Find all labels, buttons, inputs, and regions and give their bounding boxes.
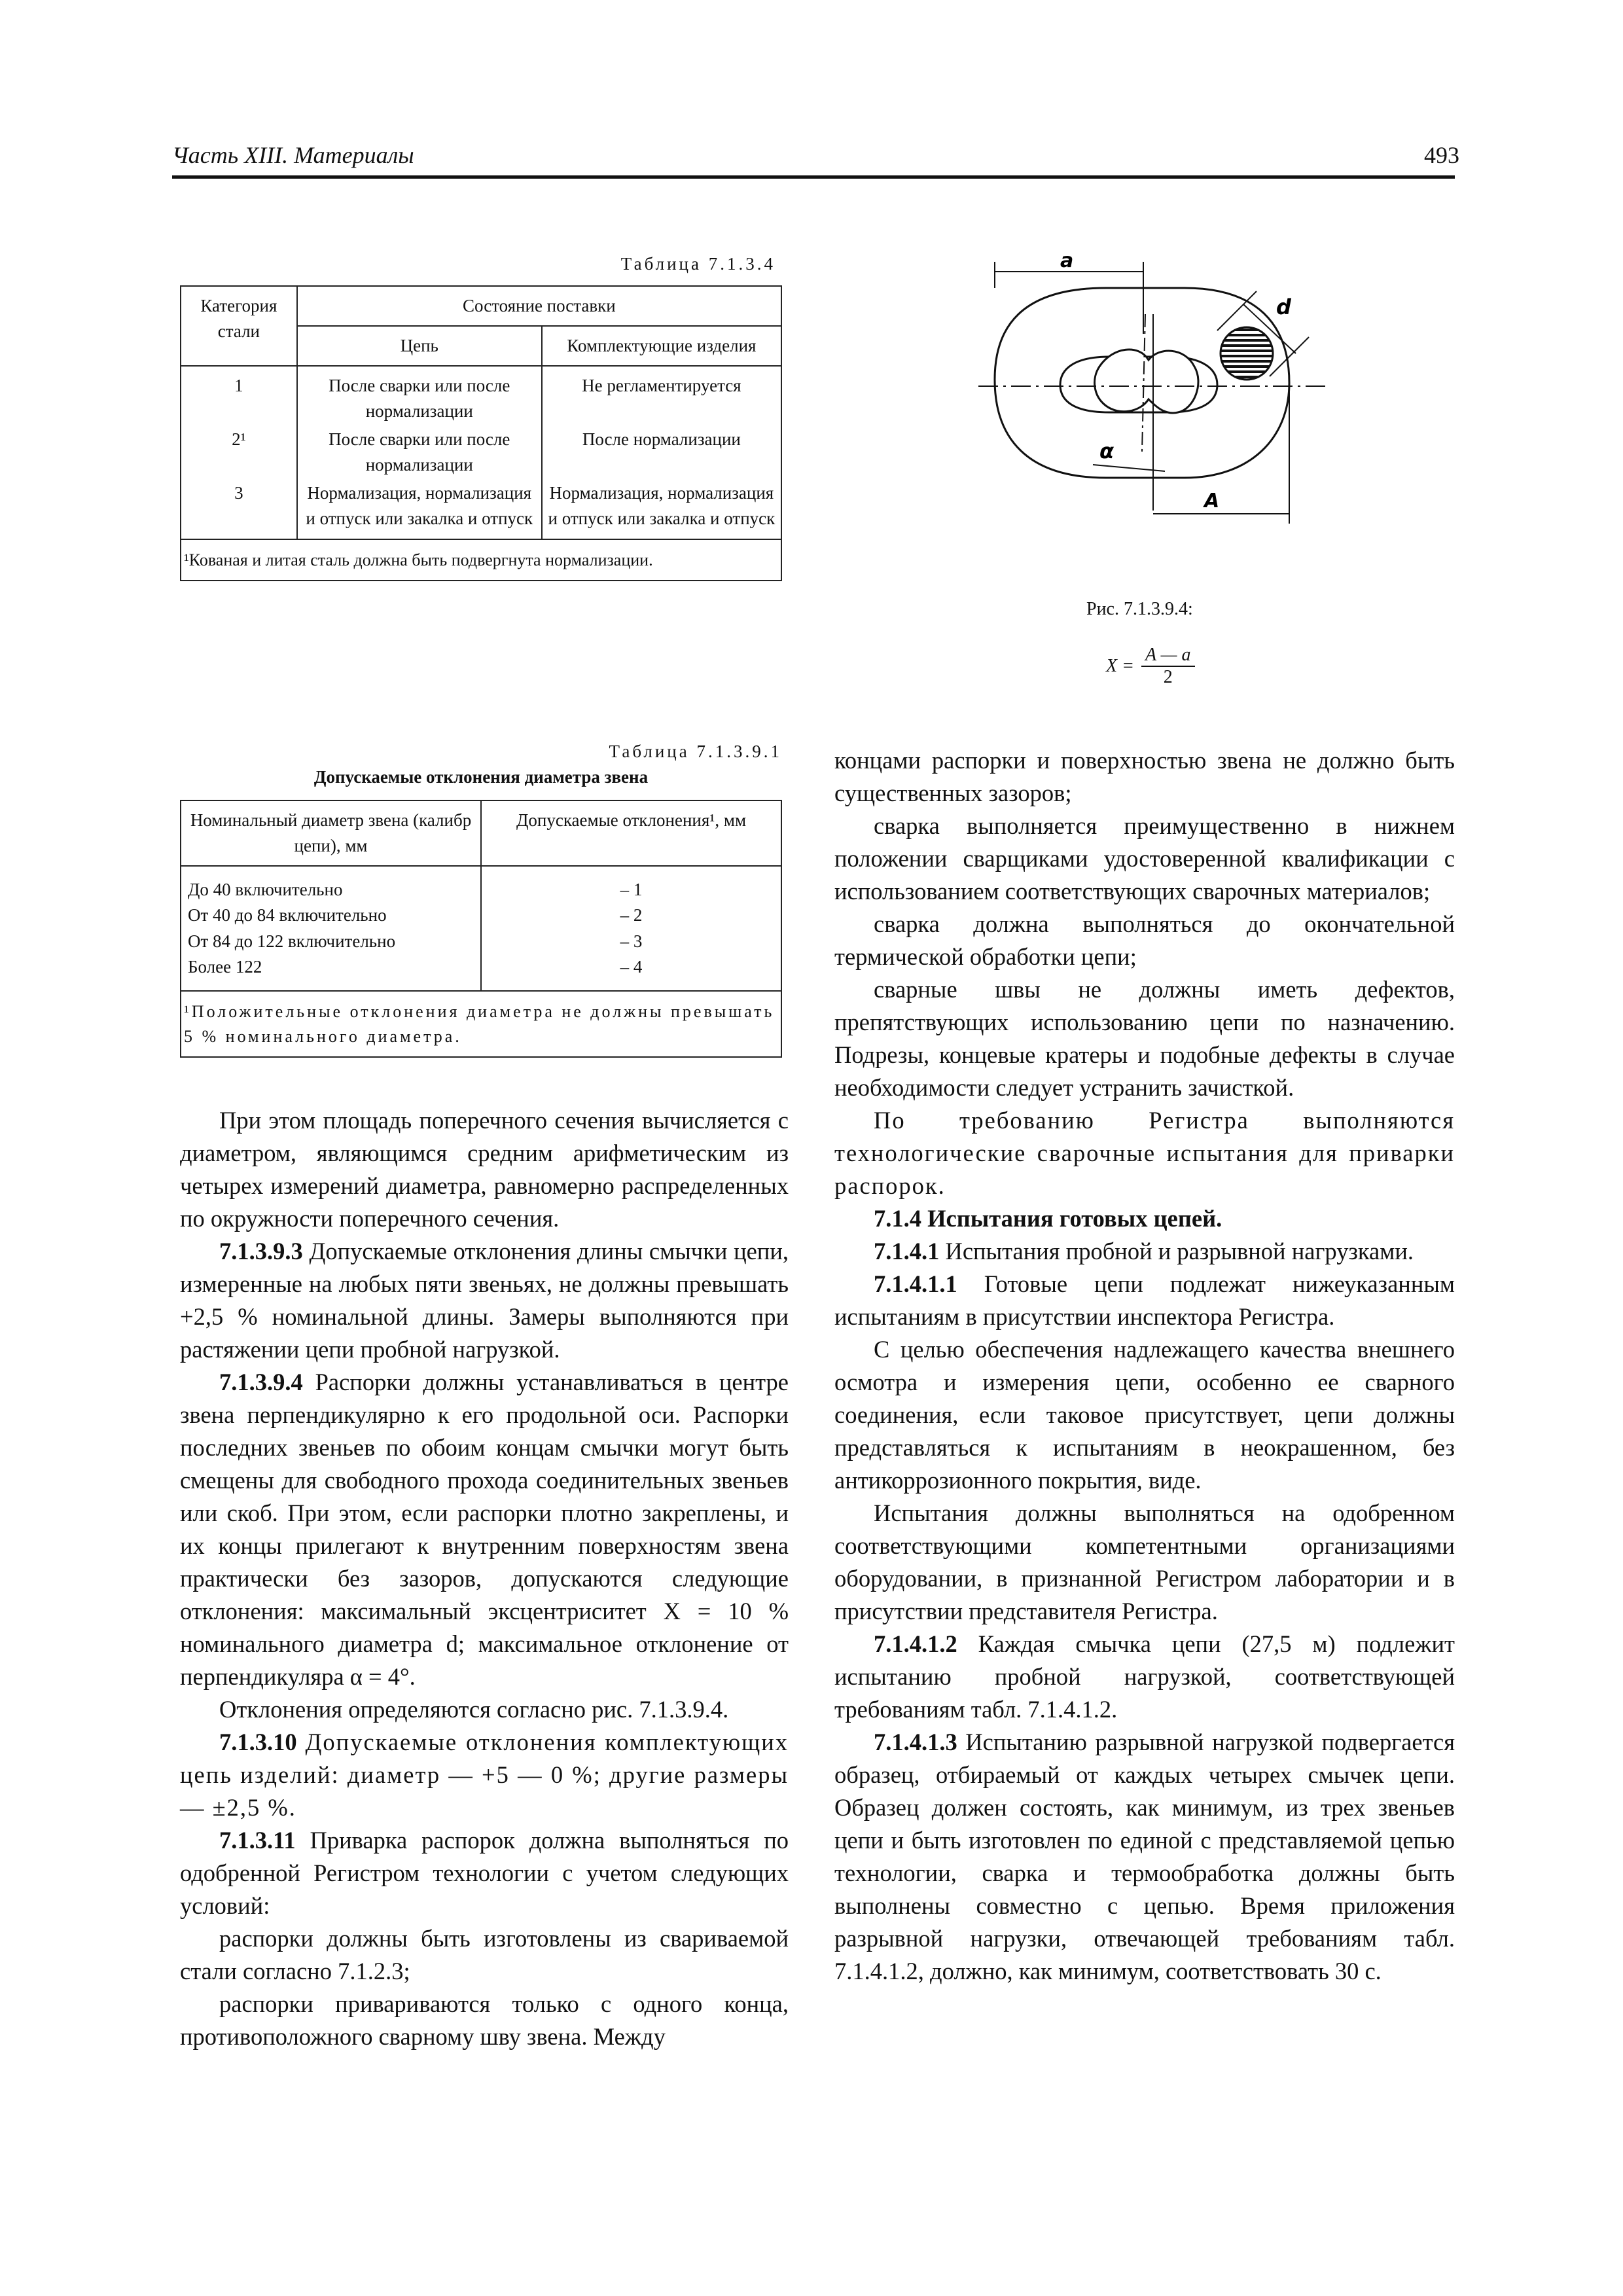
paragraph: С целью обеспечения надлежащего качества внешнего осмотра и измерения цепи, особенно ее сварного соединения, если таковое присутствует, цепи должны представляться к испытаниям в неокрашенном, без антикоррозионного покрытия, виде. [834,1336,1455,1494]
table1-fittings: Не регламентируется [582,376,741,396]
eccentricity-formula [1106,645,1195,688]
paragraph: 7.1.4.1 Испытания пробной и разрывной нагрузками. [874,1238,1414,1265]
table2-tolerance: – 1 [620,880,643,900]
table1-fittings: После нормализации [582,429,741,450]
table2-diameter: От 84 до 122 включительно [188,931,396,951]
table1-number: Таблица 7.1.3.4 [620,254,776,274]
paragraph: 7.1.4.1.3 Испытанию разрывной нагрузкой подвергается образец, отбираемый от каждых четырех смычек цепи. Образец должен состоять, как минимум, из трех звеньев цепи и быть изготовлен по единой с представляемой цепью технологии, сварка и термообработка должны быть выполнены совместно с цепью. Время приложения разрывной нагрузки, отвечающей требованиям табл. 7.1.4.1.2, должно, как минимум, соответствовать 30 с. [834,1729,1455,1984]
header-rule [172,175,1455,179]
table1-header-fittings: Комплектующие изделия [542,326,781,366]
label-d: d [1276,295,1291,319]
right-column [834,744,1455,1988]
label-a: a [1060,249,1074,272]
table1-cat: 3 [234,483,243,503]
running-header-title: Часть XIII. Материалы [172,142,414,168]
table1 [180,285,782,581]
table1-header-state: Состояние поставки [297,286,781,326]
paragraph: распорки привариваются только с одного конца, противоположного сварному шву звена. Между [180,1990,789,2050]
table2-header-diameter: Номинальный диаметр звена (калибр цепи), мм [181,800,481,866]
paragraph: Отклонения определяются согласно рис. 7.1.3.9.4. [219,1696,729,1723]
table1-chain: После сварки или после нормализации [329,376,510,422]
table1-footnote: ¹Кованая и литая сталь должна быть подвергнута нормализации. [181,539,781,581]
table2-tolerance: – 3 [620,931,643,951]
paragraph: По требованию Регистра выполняются технологические сварочные испытания для приварки распорок. [834,1107,1455,1199]
paragraph: распорки должны быть изготовлены из свариваемой стали согласно 7.1.2.3; [180,1925,789,1984]
table1-chain: Нормализация, нормализация и отпуск или закалка и отпуск [306,483,533,529]
table2-tolerance: – 2 [620,905,643,925]
label-A: A [1204,490,1220,512]
formula-denominator: 2 [1163,667,1173,687]
table2-diameter: От 40 до 84 включительно [188,905,387,925]
table2-number: Таблица 7.1.3.9.1 [609,742,782,761]
table2 [180,800,782,1058]
paragraph: сварные швы не должны иметь дефектов, препятствующих использованию цепи по назначению. Подрезы, концевые кратеры и подобные дефекты в случае необходимости следует устранить зачисткой. [834,976,1455,1101]
paragraph: сварка выполняется преимущественно в нижнем положении сварщиками удостоверенной квалификации с использованием соответствующих сварочных материалов; [834,812,1455,905]
table1-header-category: Категория стали [181,286,297,366]
table2-tolerance: – 4 [620,956,643,977]
table2-title: Допускаемые отклонения диаметра звена [313,767,649,787]
figure-caption: Рис. 7.1.3.9.4: [1086,599,1193,619]
table1-header-chain: Цепь [297,326,542,366]
page-number: 493 [1424,142,1459,168]
label-alpha: α [1099,439,1114,463]
section-heading: 7.1.4 Испытания готовых цепей. [874,1205,1222,1232]
chain-link-figure [969,249,1335,550]
paragraph: 7.1.3.10 Допускаемые отклонения комплектующих цепь изделий: диаметр — +5 — 0 %; другие размеры — ±2,5 %. [180,1729,789,1821]
stud [1095,350,1198,413]
paragraph: сварка должна выполняться до окончательной термической обработки цепи; [834,910,1455,970]
formula-numerator: A — a [1141,645,1195,667]
table1-cat: 1 [234,376,243,396]
left-column [180,1104,789,2053]
section-circle [1221,327,1273,380]
table1-fittings: Нормализация, нормализация и отпуск или закалка и отпуск [548,483,776,529]
paragraph: концами распорки и поверхностью звена не должно быть существенных зазоров; [834,747,1455,806]
paragraph: Испытания должны выполняться на одобренном соответствующими компетентными организациями оборудовании, в признанной Регистром лаборатории и в присутствии представителя Регистра. [834,1499,1455,1624]
table1-chain: После сварки или после нормализации [329,429,510,475]
table2-diameter: До 40 включительно [188,880,343,900]
paragraph: 7.1.3.11 Приварка распорок должна выполняться по одобренной Регистром технологии с учетом следующих условий: [180,1827,789,1919]
paragraph: 7.1.3.9.4 Распорки должны устанавливаться в центре звена перпендикулярно к его продольной оси. Распорки последних звеньев по обоим концам смычки могут быть смещены для свободного прохода соединительных звеньев или скоб. При этом, если распорки плотно закреплены, и их концы прилегают к внутренним поверхностям звена практически без зазоров, допускаются следующие отклонения: максимальный эксцентриситет X = 10 % номинального диаметра d; максимальное отклонение от перпендикуляра α = 4°. [180,1369,789,1690]
paragraph: При этом площадь поперечного сечения вычисляется с диаметром, являющимся средним арифметическим из четырех измерений диаметра, равномерно распределенных по окружности поперечного сечения. [180,1107,789,1232]
paragraph: 7.1.3.9.3 Допускаемые отклонения длины смычки цепи, измеренные на любых пяти звеньях, не должны превышать +2,5 % номинальной длины. Замеры выполняются при растяжении цепи пробной нагрузкой. [180,1238,789,1363]
table2-footnote: ¹Положительные отклонения диаметра не должны превышать 5 % номинального диаметра. [181,991,781,1057]
paragraph: 7.1.4.1.2 Каждая смычка цепи (27,5 м) подлежит испытанию пробной нагрузкой, соответствующей требованиям табл. 7.1.4.1.2. [834,1630,1455,1723]
table1-cat: 2¹ [232,429,246,450]
paragraph: 7.1.4.1.1 Готовые цепи подлежат нижеуказанным испытаниям в присутствии инспектора Регистра. [834,1270,1455,1330]
table2-header-tolerance: Допускаемые отклонения¹, мм [481,800,781,866]
formula-lhs: X = [1106,656,1134,676]
table2-diameter: Более 122 [188,956,262,977]
